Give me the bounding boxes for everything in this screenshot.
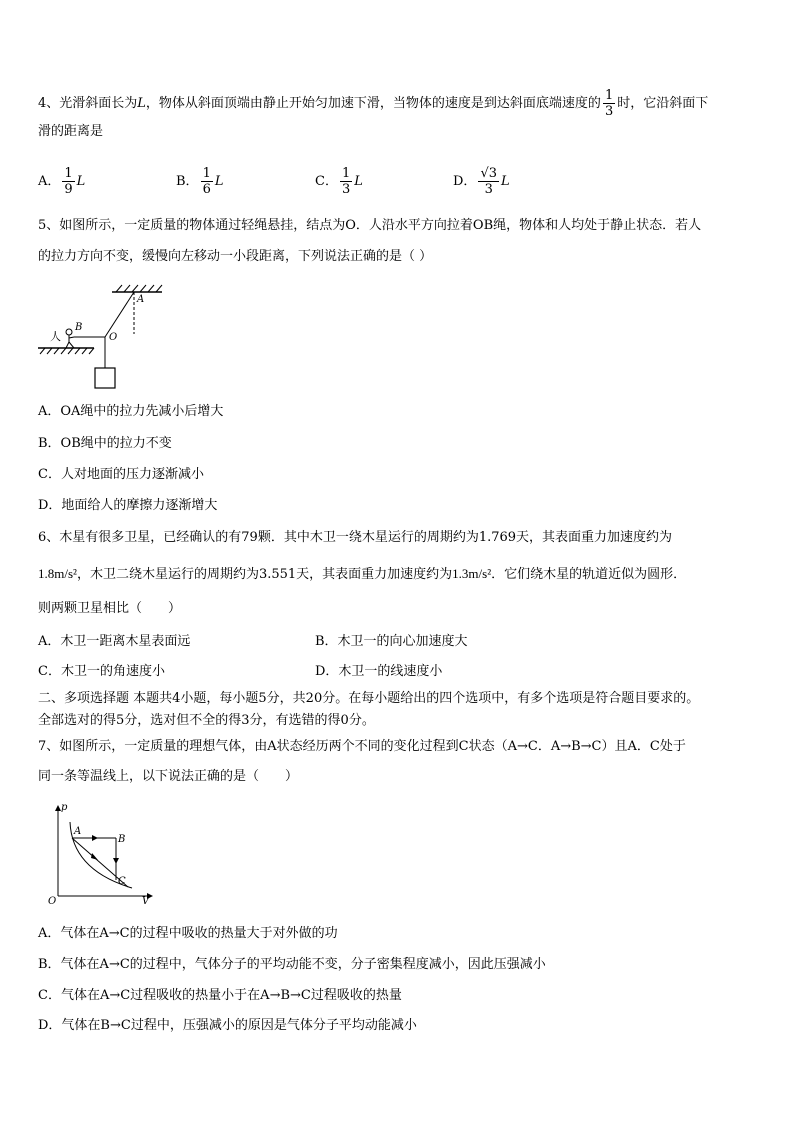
q5-stem-line2: 的拉力方向不变，缓慢向左移动一小段距离，下列说法正确的是（ ）: [38, 249, 433, 264]
q5-person-figure: [66, 329, 74, 348]
q6-option-d: D．木卫一的线速度小: [315, 664, 443, 679]
q4-option-d-num: √3: [480, 166, 497, 181]
q7-arrow-ab: [92, 835, 98, 841]
q7-option-b: B．气体在A→C的过程中，气体分子的平均动能不变，分子密集程度减小，因此压强减小: [38, 957, 546, 972]
q7-arrow-bc: [113, 858, 119, 864]
q4-option-a-frac: [62, 166, 74, 197]
q4-option-a-den: 9: [64, 182, 73, 197]
q7-option-c: C．气体在A→C过程吸收的热量小于在A→B→C过程吸收的热量: [38, 988, 402, 1003]
q5-option-c: C．人对地面的压力逐渐减小: [38, 467, 204, 482]
q4-option-b-den: 6: [202, 182, 211, 197]
q7-label-c: C: [118, 876, 126, 887]
q4-option-d: [453, 166, 510, 197]
q4-option-d-var: L: [501, 174, 510, 189]
q7-pv-diagram: [42, 800, 162, 910]
q4-option-a: [38, 166, 85, 197]
q7-arrow-ac: [91, 853, 98, 860]
q5-option-a: A．OA绳中的拉力先减小后增大: [38, 404, 224, 419]
q4-option-b-num: 1: [202, 166, 211, 181]
q4-option-c-den: 3: [341, 182, 351, 197]
q4-option-c-var: L: [354, 174, 363, 189]
q4-stem-line1: [38, 88, 708, 119]
section2-line1: 二、多项选择题 本题共4小题，每小题5分，共20分。在每小题给出的四个选项中，有多个选项是符合题目要求的。: [38, 691, 700, 706]
q4-option-d-label: D．: [453, 174, 477, 189]
q7-label-v: V: [142, 896, 150, 907]
q5-option-d: D．地面给人的摩擦力逐渐增大: [38, 498, 218, 513]
q4-frac-num: 1: [604, 88, 614, 103]
q4-option-a-label: A．: [38, 174, 61, 189]
q4-option-c: [315, 166, 363, 197]
q4-option-b: [176, 166, 223, 197]
q4-option-d-frac: [478, 166, 499, 197]
q6-stem-line2: [38, 565, 686, 584]
q5-box: [95, 368, 115, 388]
q5-figure: [36, 282, 166, 392]
q5-rope-oa: [105, 292, 134, 337]
q7-label-o: O: [48, 896, 57, 907]
q7-stem-line1: 7、如图所示，一定质量的理想气体，由A状态经历两个不同的变化过程到C状态（A→C．A→B→C）且A．C处于: [38, 739, 686, 754]
q7-stem-line2: 同一条等温线上，以下说法正确的是（ ）: [38, 769, 299, 784]
q5-ground-hatch: [40, 348, 94, 354]
q6-stem-line3: 则两颗卫星相比（ ）: [38, 601, 182, 616]
q4-option-a-num: 1: [64, 166, 73, 181]
q5-option-b: B．OB绳中的拉力不变: [38, 436, 172, 451]
q7-option-a: A．气体在A→C的过程中吸收的热量大于对外做的功: [38, 926, 338, 941]
q5-label-a: A: [137, 294, 145, 305]
q7-label-p: p: [61, 802, 68, 813]
q4-stem-part-a: 4、光滑斜面长为: [38, 96, 138, 111]
q4-fraction: [603, 88, 615, 119]
q5-label-b: B: [75, 322, 83, 333]
q4-stem-part-b: ，物体从斜面顶端由静止开始匀加速下滑，当物体的速度是到达斜面底端速度的: [145, 96, 601, 111]
section2-line2: 全部选对的得5分，选对但不全的得3分，有选错的得0分。: [38, 713, 375, 728]
q6-g2: 1.3m/s²: [452, 566, 492, 581]
q4-option-b-var: L: [214, 174, 224, 189]
q6-g1: 1.8m/s²: [38, 566, 77, 581]
q6-option-b: B．木卫一的向心加速度大: [315, 634, 468, 649]
q4-option-c-label: C．: [315, 174, 338, 189]
q4-option-c-frac: [340, 166, 352, 197]
q5-ceiling-hatch: [116, 285, 162, 292]
q5-stem-line1: 5、如图所示，一定质量的物体通过轻绳悬挂，结点为O．人沿水平方向拉着OB绳，物体和人均处于静止状态．若人: [38, 218, 702, 233]
q4-stem-line2: 滑的距离是: [38, 124, 104, 139]
q4-option-b-frac: [201, 166, 213, 197]
q6-stem-line2b: ，木卫二绕木星运行的周期约为3.551天，其表面重力加速度约为: [76, 567, 453, 582]
q6-stem-line2c: ．它们绕木星的轨道近似为圆形．: [491, 567, 687, 582]
q7-label-a: A: [74, 826, 82, 837]
q6-stem-line1: 6、木星有很多卫星，已经确认的有79颗．其中木卫一绕木星运行的周期约为1.769天，其表面重力加速度约为: [38, 530, 673, 545]
q4-var-L: L: [137, 96, 146, 111]
q4-frac-den: 3: [604, 104, 614, 119]
q4-option-a-var: L: [76, 174, 86, 189]
q6-option-c: C．木卫一的角速度小: [38, 664, 165, 679]
q4-stem-part-c: 时，它沿斜面下: [617, 96, 709, 111]
q6-option-a: A．木卫一距离木星表面远: [38, 634, 191, 649]
q4-option-b-label: B．: [176, 174, 199, 189]
q4-option-c-num: 1: [341, 166, 351, 181]
q5-label-person: 人: [50, 330, 61, 343]
q4-option-d-den: 3: [484, 182, 493, 197]
q7-label-b: B: [118, 834, 126, 845]
q7-option-d: D．气体在B→C过程中，压强减小的原因是气体分子平均动能减小: [38, 1018, 417, 1033]
q5-label-o: O: [109, 332, 118, 343]
